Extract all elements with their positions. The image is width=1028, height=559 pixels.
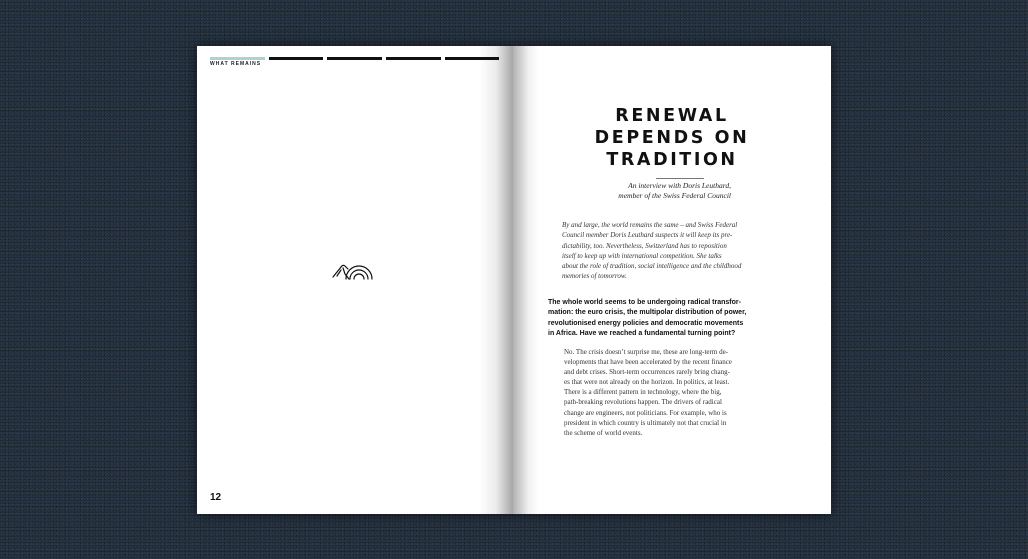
left-page xyxy=(197,46,513,514)
section-bar xyxy=(327,57,382,60)
question-line: mation: the euro crisis, the multipolar distribution of power, xyxy=(548,309,747,317)
subtitle-rule xyxy=(656,178,704,179)
section-bar xyxy=(386,57,441,60)
title-line: RENEWAL xyxy=(615,106,729,126)
answer-line: the scheme of world events. xyxy=(564,428,643,437)
question-line: in Africa. Have we reached a fundamental turning point? xyxy=(548,329,736,337)
intro-line: memories of tomorrow. xyxy=(562,272,627,281)
answer-line: president in which country is ultimately not that crucial in xyxy=(564,418,727,427)
intro-line: By and large, the world remains the same – and Swiss Federal xyxy=(562,221,738,229)
article-subtitle xyxy=(618,181,731,201)
answer-line: path-breaking revolutions happen. The drivers of radical xyxy=(564,398,722,407)
intro-line: about the role of tradition, social intelligence and the childhood xyxy=(562,262,742,271)
gutter-shadow xyxy=(479,46,513,514)
subtitle-line: An interview with Doris Leuthard, xyxy=(628,181,731,190)
question-line: The whole world seems to be undergoing radical transfor- xyxy=(548,299,741,306)
answer-line: es that were not already on the horizon. In politics, at least. xyxy=(564,378,730,387)
answer-line: velopments that have been accelerated by the recent finance xyxy=(564,358,732,367)
running-head: WHAT REMAINS xyxy=(210,61,262,67)
answer-line: No. The crisis doesn’t surprise me, these are long-term de- xyxy=(564,348,729,356)
title-line: DEPENDS ON xyxy=(594,128,750,148)
interview-question xyxy=(548,298,794,339)
question-line: revolutionised energy policies and democratic movements xyxy=(548,319,744,327)
answer-line: change are engineers, not politicians. For example, who is xyxy=(564,408,727,417)
right-page xyxy=(513,46,831,514)
intro-line: itself to keep up with international competition. She talks xyxy=(562,251,722,260)
section-bar xyxy=(269,57,323,60)
intro-line: dictability, too. Nevertheless, Switzerland has to reposition xyxy=(562,241,727,250)
open-magazine xyxy=(197,46,831,514)
page-number: 12 xyxy=(210,492,222,503)
answer-line: and debt crises. Short-term occurrences rarely bring chang- xyxy=(564,368,730,377)
intro-line: Council member Doris Leuthard suspects it will keep its pre- xyxy=(562,231,733,240)
interview-answer xyxy=(564,347,796,438)
article-title xyxy=(513,105,831,171)
hand-with-rainbow-icon xyxy=(332,258,380,284)
section-bar-active xyxy=(210,57,265,60)
subtitle-line: member of the Swiss Federal Council xyxy=(618,191,731,200)
intro-paragraph xyxy=(562,220,790,282)
answer-line: There is a different pattern in technology, where the big, xyxy=(564,388,722,397)
title-line: TRADITION xyxy=(606,150,738,170)
